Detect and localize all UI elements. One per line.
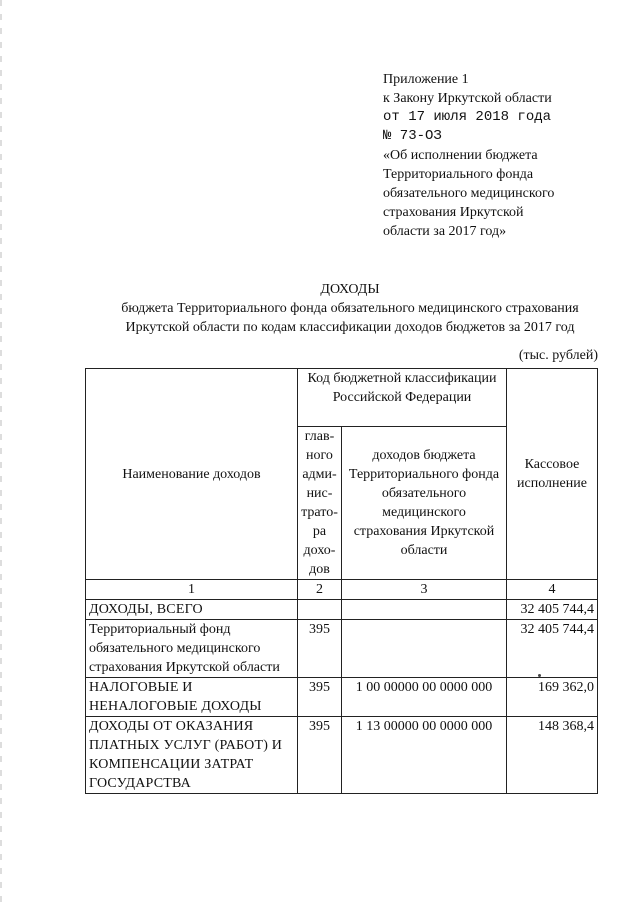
col-number: 1	[86, 580, 298, 600]
appendix-line: обязательного медицинского	[383, 186, 555, 201]
row-code: 1 13 00000 00 0000 000	[342, 717, 507, 794]
header-budget-income: доходов бюджета Территориального фонда обязательного медицинского страхования Иркутской области	[342, 427, 507, 580]
row-admin: 395	[298, 620, 342, 678]
header-row	[86, 369, 598, 427]
row-admin: 395	[298, 678, 342, 717]
row-amount: 32 405 744,4	[507, 600, 598, 620]
row-name: ДОХОДЫ ОТ ОКАЗАНИЯ ПЛАТНЫХ УСЛУГ (РАБОТ) И КОМПЕНСАЦИИ ЗАТРАТ ГОСУДАРСТВА	[86, 717, 298, 794]
table-row	[86, 678, 598, 717]
row-code	[342, 600, 507, 620]
scan-dot-artifact	[538, 674, 541, 677]
appendix-number: № 73-ОЗ	[383, 128, 442, 144]
table-row	[86, 620, 598, 678]
appendix-block	[383, 70, 554, 241]
row-name: НАЛОГОВЫЕ И НЕНАЛОГОВЫЕ ДОХОДЫ	[86, 678, 298, 717]
appendix-line: «Об исполнении бюджета	[383, 148, 538, 163]
appendix-line: Приложение 1	[383, 72, 469, 87]
row-amount: 169 362,0	[507, 678, 598, 717]
row-code: 1 00 00000 00 0000 000	[342, 678, 507, 717]
appendix-line: страхования Иркутской	[383, 205, 524, 220]
appendix-line: к Закону Иркутской области	[383, 91, 552, 106]
row-name: ДОХОДЫ, ВСЕГО	[86, 600, 298, 620]
header-execution: Кассовое исполнение	[507, 369, 598, 580]
header-admin: глав-ного адми-нис-трато-ра дохо-дов	[298, 427, 342, 580]
title-subtitle: Иркутской области по кодам классификации доходов бюджетов за 2017 год	[125, 320, 575, 335]
row-code	[342, 620, 507, 678]
appendix-line: области за 2017 год»	[383, 224, 507, 239]
title-heading: ДОХОДЫ	[320, 282, 380, 297]
col-number: 4	[507, 580, 598, 600]
row-amount: 32 405 744,4	[507, 620, 598, 678]
row-admin	[298, 600, 342, 620]
column-number-row	[86, 580, 598, 600]
row-name: Территориальный фонд обязательного медицинского страхования Иркутской области	[86, 620, 298, 678]
title-subtitle: бюджета Территориального фонда обязательного медицинского страхования	[121, 301, 579, 316]
appendix-line: Территориального фонда	[383, 167, 534, 182]
header-name: Наименование доходов	[86, 369, 298, 580]
col-number: 3	[342, 580, 507, 600]
income-table	[85, 368, 598, 794]
table-row	[86, 600, 598, 620]
col-number: 2	[298, 580, 342, 600]
document-title	[60, 280, 640, 337]
scan-edge-artifact	[0, 0, 2, 905]
row-amount: 148 368,4	[507, 717, 598, 794]
header-code-group: Код бюджетной классификации Российской Федерации	[298, 369, 507, 427]
row-admin: 395	[298, 717, 342, 794]
unit-label: (тыс. рублей)	[518, 348, 598, 363]
appendix-date: от 17 июля 2018 года	[383, 109, 552, 125]
table-row	[86, 717, 598, 794]
